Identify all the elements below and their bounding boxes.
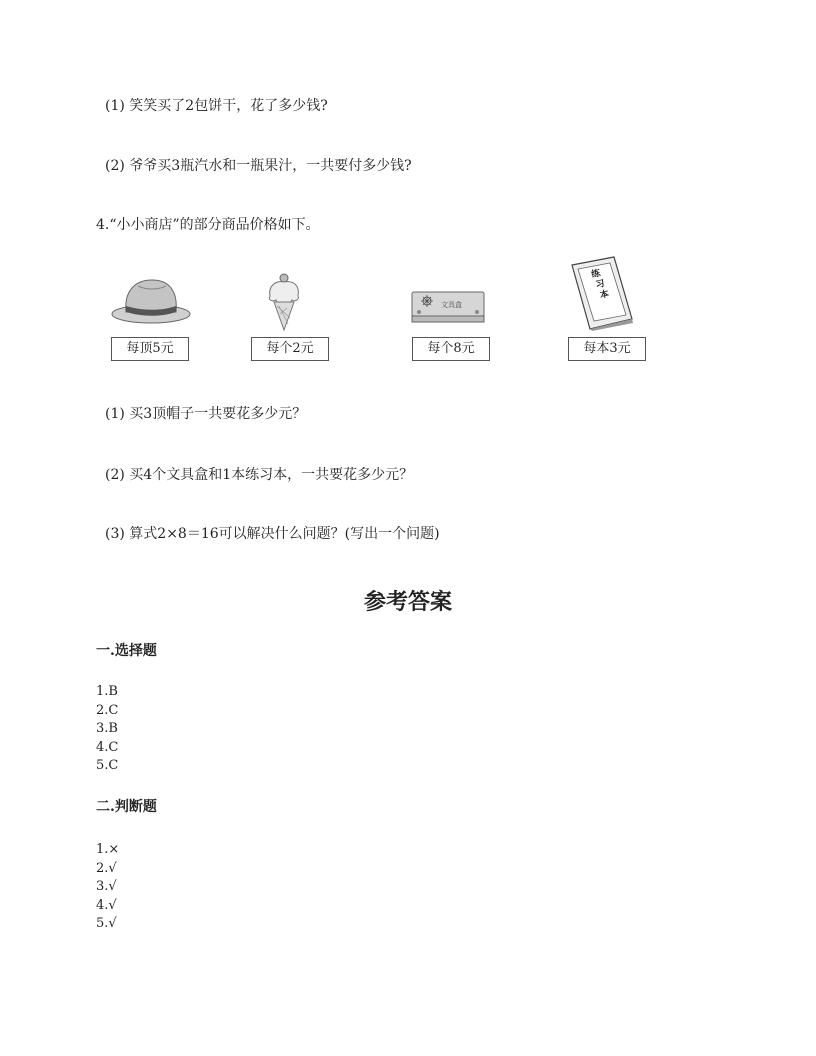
- answer-item: 1.×: [96, 842, 120, 857]
- question-3-part-1: (1) 笑笑买了2包饼干，花了多少钱?: [105, 98, 328, 114]
- pencil-box-icon: [411, 290, 485, 324]
- hat-icon: [108, 270, 194, 328]
- answer-item: 4.C: [96, 739, 119, 755]
- answer-item: 2.C: [96, 702, 119, 718]
- product-exercise-book: [570, 255, 636, 331]
- product-pencil-box: [411, 290, 485, 324]
- exercise-book-icon: [570, 255, 636, 331]
- section-heading-multiple-choice: 一.选择题: [96, 643, 157, 659]
- answer-item: 3.√: [96, 879, 117, 895]
- pencil-box-text: 文具盒: [441, 301, 462, 309]
- answer-key-title: 参考答案: [363, 589, 452, 615]
- ice-cream-icon: [266, 272, 302, 332]
- price-label-ice-cream: 每个2元: [251, 337, 329, 361]
- answer-list-multiple-choice: [96, 683, 118, 776]
- answer-list-true-false: [96, 841, 119, 934]
- answer-item: 5.√: [96, 916, 117, 932]
- exercise-book-text-1: 练: [590, 268, 602, 281]
- product-hat: [108, 270, 194, 328]
- question-4-part-2: (2) 买4个文具盒和1本练习本，一共要花多少元？: [105, 467, 414, 483]
- section-heading-true-false: 二.判断题: [96, 799, 157, 815]
- question-3-part-2: (2) 爷爷买3瓶汽水和一瓶果汁，一共要付多少钱?: [105, 158, 412, 174]
- answer-item: 3.B: [96, 721, 118, 737]
- question-4-intro: 4.“小小商店”的部分商品价格如下。: [96, 217, 320, 233]
- answer-item: 5.C: [96, 758, 119, 774]
- answer-item: 1.B: [96, 684, 118, 699]
- price-label-pencil-box: 每个8元: [412, 337, 490, 361]
- price-label-exercise-book: 每本3元: [568, 337, 646, 361]
- price-label-hat: 每顶5元: [111, 337, 189, 361]
- answer-item: 2.√: [96, 860, 117, 876]
- answer-item: 4.√: [96, 897, 117, 913]
- question-4-part-3: (3) 算式2×8＝16可以解决什么问题？(写出一个问题): [105, 526, 440, 542]
- exercise-book-text-3: 本: [599, 289, 610, 302]
- question-4-part-1: (1) 买3顶帽子一共要花多少元？: [105, 406, 307, 422]
- exercise-book-text-2: 习: [594, 279, 606, 291]
- product-ice-cream: [266, 272, 302, 332]
